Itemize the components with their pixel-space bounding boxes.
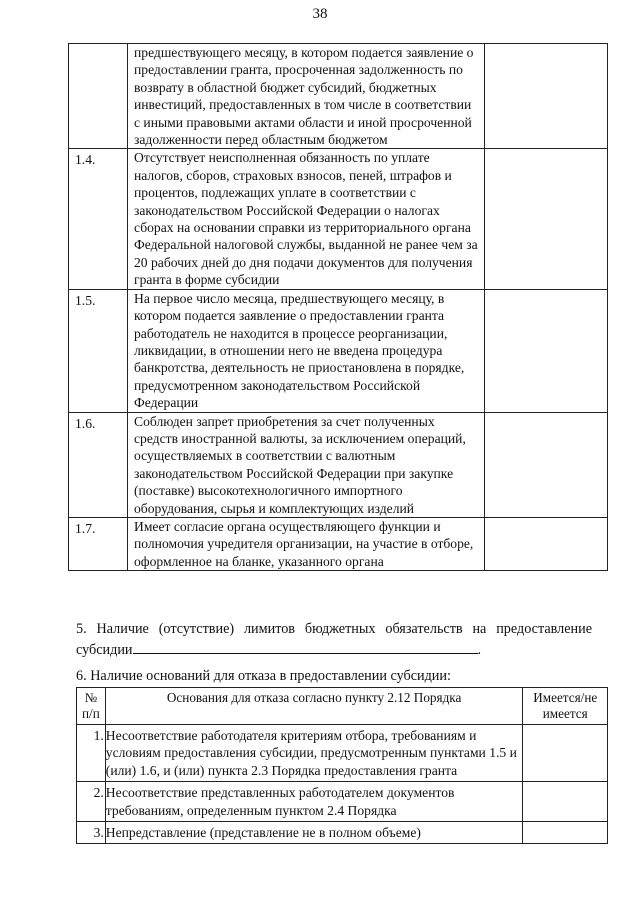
row-text: На первое число месяца, предшествующего месяцу, в котором подается заявление о предоставлении гранта работодатель не находится в процессе реорганизации, ликвидации, в отношении него не введена процедура банкротства, деятельность не приостановлена в порядке, предусмотренном законодательством Российской Федерации [128,289,485,412]
criteria-table [68,43,608,571]
row-text: Соблюден запрет приобретения за счет полученных средств иностранной валюты, за исключением операций, осуществляемых в соответствии с валютным законодательством Российской Федерации при закупке (поставке) высокотехнологичного импортного оборудования, сырья и комплектующих изделий [128,412,485,517]
section-5-end: . [477,642,482,658]
section-5-text: 5. Наличие (отсутствие) лимитов бюджетных обязательств на предоставление субсидии [76,621,592,658]
row-text: предшествующего месяцу, в котором подается заявление о предоставлении гранта, просроченная задолженность по возврату в областной бюджет субсидий, бюджетных инвестиций, предоставленных в том числе в соответствии с иными правовыми актами области и иной просроченной задолженности перед областным бюджетом [128,44,485,149]
header-num: № п/п [77,688,106,725]
table-header-row [77,688,608,725]
row-text: Несоответствие работодателя критериям отбора, требованиям и условиям предоставления субсидии, предусмотренным пунктами 1.5 и (или) 1.6, и (или) пункта 2.3 Порядка предоставления гранта [105,725,523,782]
row-number: 1. [77,725,106,782]
table-row [77,725,608,782]
row-value-cell[interactable] [485,412,608,517]
row-value-cell[interactable] [523,782,608,822]
row-number: 3. [77,822,106,844]
row-text: Имеет согласие органа осуществляющего функции и полномочия учредителя организации, на участие в отборе, оформленное на бланке, указанного органа [128,517,485,570]
page-number: 38 [312,6,328,22]
table-row [69,44,608,149]
refusal-grounds-table [76,687,608,844]
row-text: Отсутствует неисполненная обязанность по уплате налогов, сборов, страховых взносов, пеней, штрафов и процентов, подлежащих уплате в соответствии с законодательством Российской Федерации о налогах сборах на основании справки из территориального органа Федеральной налоговой службы, выданной не ранее чем за 20 рабочих дней до дня подачи документов для получения гранта в форме субсидии [128,149,485,289]
row-value-cell[interactable] [485,44,608,149]
row-number [69,44,128,149]
row-value-cell[interactable] [523,725,608,782]
row-number: 1.5. [69,289,128,412]
header-basis: Основания для отказа согласно пункту 2.12 Порядка [105,688,523,725]
table-row [69,517,608,570]
section-6-title: 6. Наличие оснований для отказа в предоставлении субсидии: [76,668,451,684]
row-value-cell[interactable] [485,517,608,570]
row-text: Несоответствие представленных работодателем документов требованиям, определенным пунктом 2.4 Порядка [105,782,523,822]
row-value-cell[interactable] [485,149,608,289]
table-row [69,149,608,289]
table-row [69,412,608,517]
table-row [69,289,608,412]
table-row [77,822,608,844]
fill-in-line[interactable] [133,639,478,654]
section-5-paragraph [76,620,592,660]
row-number: 2. [77,782,106,822]
table-row [77,782,608,822]
row-text: Непредставление (представление не в полном объеме) [105,822,523,844]
row-number: 1.7. [69,517,128,570]
row-value-cell[interactable] [485,289,608,412]
row-value-cell[interactable] [523,822,608,844]
row-number: 1.4. [69,149,128,289]
header-has: Имеется/не имеется [523,688,608,725]
row-number: 1.6. [69,412,128,517]
